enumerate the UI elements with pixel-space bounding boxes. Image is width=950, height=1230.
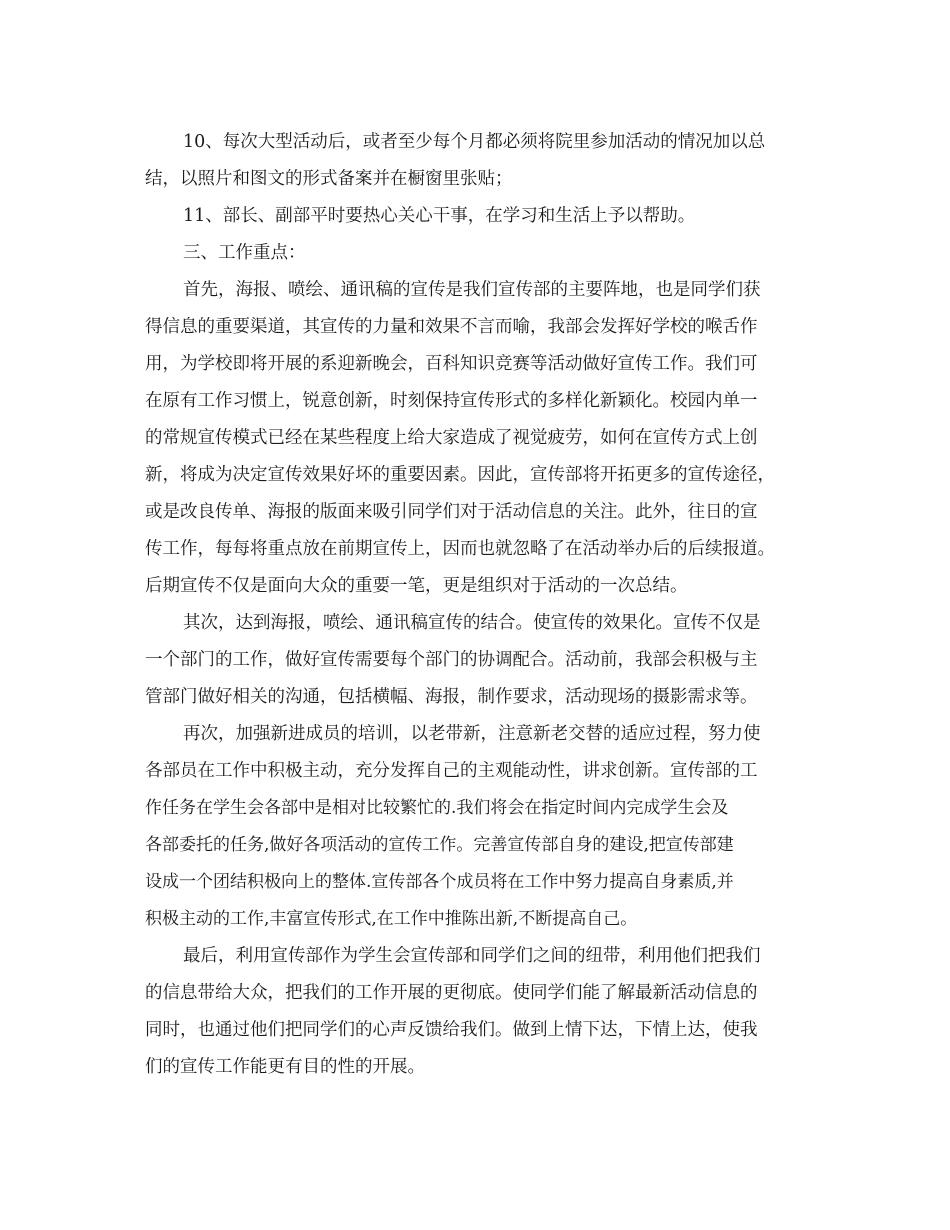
text-line: 设成一个团结积极向上的整体.宣传部各个成员将在工作中努力提高自身素质,并 bbox=[145, 872, 734, 892]
text-line: 最后，利用宣传部作为学生会宣传部和同学们之间的纽带，利用他们把我们 bbox=[183, 946, 761, 966]
text-line: 后期宣传不仅是面向大众的重要一笔，更是组织对于活动的一次总结。 bbox=[145, 576, 688, 596]
text-line: 作任务在学生会各部中是相对比较繁忙的.我们将会在指定时间内完成学生会及 bbox=[145, 798, 729, 818]
text-line: 或是改良传单、海报的版面来吸引同学们对于活动信息的关注。此外，往日的宣 bbox=[145, 502, 758, 522]
text-line: 得信息的重要渠道，其宣传的力量和效果不言而喻，我部会发挥好学校的喉舌作 bbox=[145, 317, 758, 337]
text-line: 在原有工作习惯上，锐意创新，时刻保持宣传形式的多样化新颖化。校园内单一 bbox=[145, 391, 758, 411]
section-heading: 三、工作重点： bbox=[183, 243, 306, 263]
text-line: 一个部门的工作，做好宣传需要每个部门的协调配合。活动前，我部会积极与主 bbox=[145, 650, 758, 670]
text-line: 10、每次大型活动后，或者至少每个月都必须将院里参加活动的情况加以总 bbox=[183, 132, 766, 152]
text-line: 各部员在工作中积极主动，充分发挥自己的主观能动性，讲求创新。宣传部的工 bbox=[145, 761, 758, 781]
text-line: 的常规宣传模式已经在某些程度上给大家造成了视觉疲劳，如何在宣传方式上创 bbox=[145, 428, 758, 448]
text-line: 同时，也通过他们把同学们的心声反馈给我们。做到上情下达，下情上达，使我 bbox=[145, 1020, 758, 1040]
text-line: 管部门做好相关的沟通，包括横幅、海报，制作要求，活动现场的摄影需求等。 bbox=[145, 687, 758, 707]
text-line: 再次，加强新进成员的培训，以老带新，注意新老交替的适应过程，努力使 bbox=[183, 724, 761, 744]
text-line: 的信息带给大众，把我们的工作开展的更彻底。使同学们能了解最新活动信息的 bbox=[145, 983, 758, 1003]
text-line: 用，为学校即将开展的系迎新晚会，百科知识竞赛等活动做好宣传工作。我们可 bbox=[145, 354, 758, 374]
text-line: 结，以照片和图文的形式备案并在橱窗里张贴； bbox=[145, 169, 513, 189]
text-line: 传工作，每每将重点放在前期宣传上，因而也就忽略了在活动举办后的后续报道。 bbox=[145, 539, 775, 559]
text-line: 积极主动的工作,丰富宣传形式,在工作中推陈出新,不断提高自己。 bbox=[145, 909, 638, 929]
text-line: 们的宣传工作能更有目的性的开展。 bbox=[145, 1057, 425, 1077]
text-line: 首先，海报、喷绘、通讯稿的宣传是我们宣传部的主要阵地，也是同学们获 bbox=[183, 280, 761, 300]
text-line: 新，将成为决定宣传效果好坏的重要因素。因此，宣传部将开拓更多的宣传途径， bbox=[145, 465, 775, 485]
text-line: 11、部长、副部平时要热心关心干事，在学习和生活上予以帮助。 bbox=[183, 206, 696, 226]
text-line: 其次，达到海报，喷绘、通讯稿宣传的结合。使宣传的效果化。宣传不仅是 bbox=[183, 613, 761, 633]
text-line: 各部委托的任务,做好各项活动的宣传工作。完善宣传部自身的建设,把宣传部建 bbox=[145, 835, 734, 855]
